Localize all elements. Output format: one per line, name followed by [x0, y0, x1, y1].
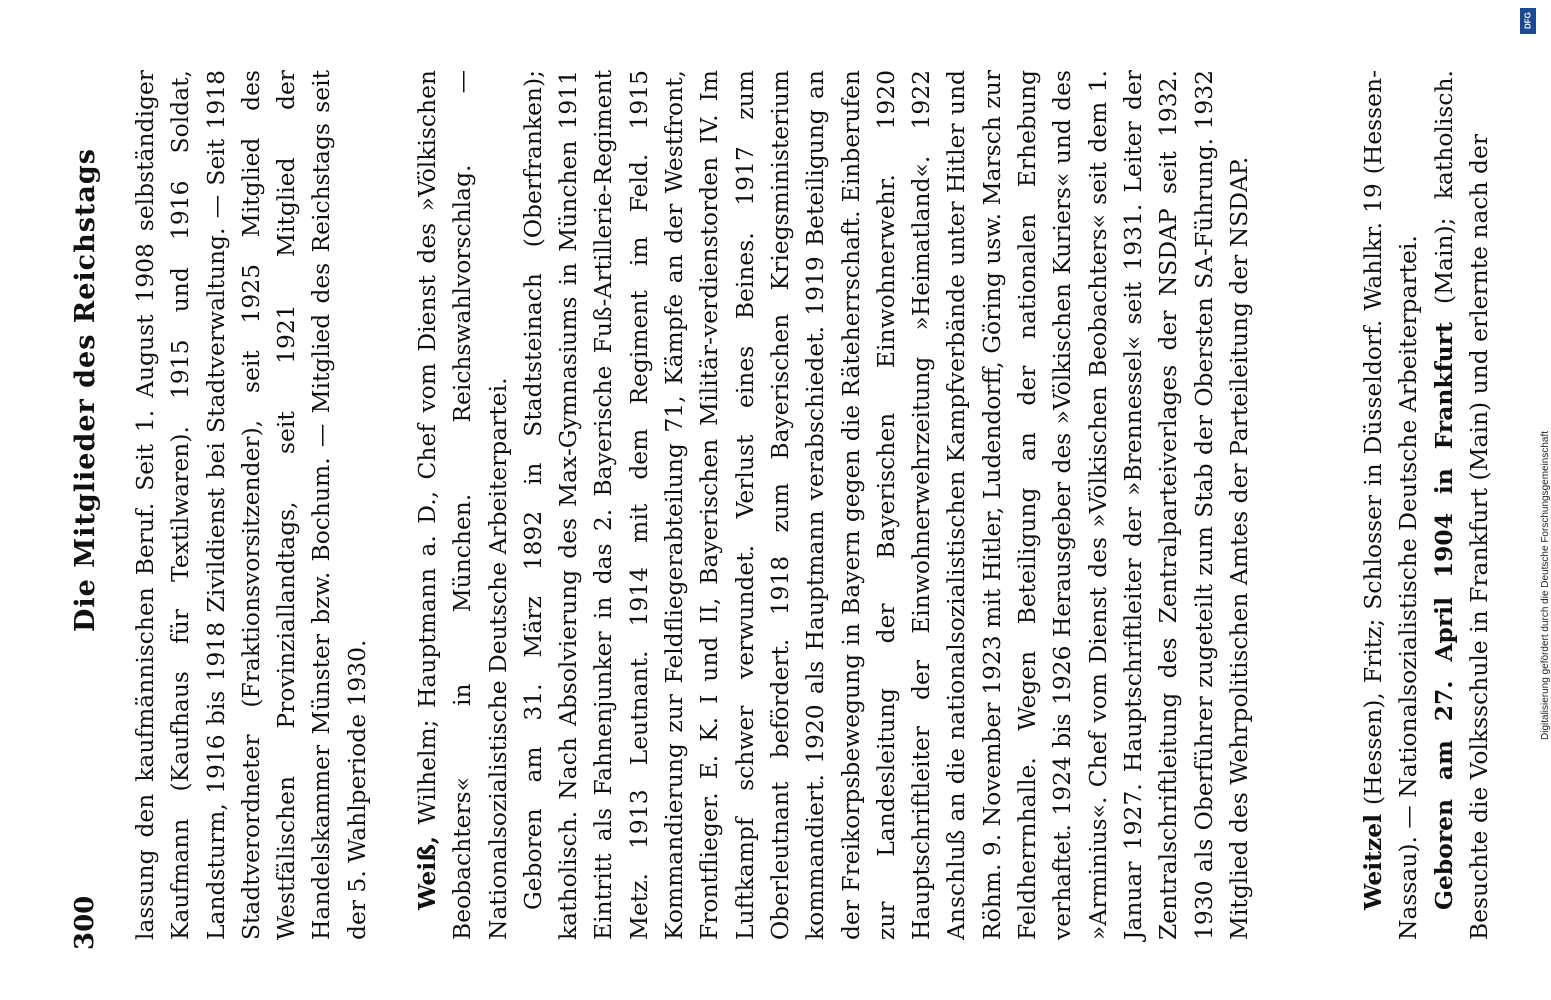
entry-heading-paragraph	[410, 70, 516, 940]
running-header	[60, 70, 120, 970]
text-block-continuation	[128, 70, 375, 940]
entry-name: Weitzel	[1359, 814, 1387, 910]
paragraph-text: lassung den kaufmännischen Beruf. Seit 1. August 1908 selbständiger Kaufmann (Kaufhaus für Textilwaren). 1915 und 1916 Soldat, Landsturm, 1916 bis 1918 Zivildienst bei Stadtverwaltung. — Seit 1918 Stadtverordneter (Fraktionsvorsitzender), seit 1925 Mitglied des Westfälischen Provinziallandtags, seit 1921 Mitglied der Handelskammer Münster bzw. Bochum. — Mitglied des Reichstags seit der 5. Wahlperiode 1930.	[131, 70, 371, 940]
paragraph-text: (Main); katholisch. Besuchte die Volksschule in Frankfurt (Main) und erlernte nach der	[1429, 70, 1493, 940]
text-block-weitzel	[1356, 70, 1497, 940]
paragraph	[128, 70, 375, 940]
entry-heading-paragraph	[1356, 70, 1427, 940]
bold-lead: Geboren am 27. April 1904 in Frankfurt	[1429, 322, 1458, 910]
digitization-note: Digitalisierung gefördert durch die Deutsche Forschungsgemeinschaft	[1540, 430, 1551, 740]
text-block-weiss	[410, 70, 1257, 940]
running-title: Die Mitglieder des Reichstags	[70, 148, 101, 632]
rotated-page	[60, 0, 1540, 1000]
entry-name: Weiß,	[413, 835, 441, 910]
paragraph-text: Geboren am 31. März 1892 in Stadtsteinach (Oberfranken); katholisch. Nach Absolvierung des Max-Gymnasiums in München 1911 Eintritt als Fahnenjunker in das 2. Bayerische Fuß-Artillerie-Regiment Metz. 1913 Leutnant. 1914 mit dem Regiment im Feld. 1915 Kommandierung zur Feldfliegerabteilung 71, Kämpfe an der Westfront, Frontflieger. E. K. I und II, Bayerischen Militär-verdienstorden IV. Im Luftkampf schwer verwundet. Verlust eines Beines. 1917 zum Oberleutnant befördert. 1918 zum Bayerischen Kriegsministerium kommandiert. 1920 als Hauptmann verabschiedet. 1919 Beteiligung an der Freikorpsbewegung in Bayern gegen die Räteherrschaft. Einberufen zur Landesleitung der Bayerischen Einwohnerwehr. 1920 Hauptschriftleiter der Einwohnerwehrzeitung »Heimatland«. 1922 Anschluß an die nationalsozialistischen Kampfverbände unter Hitler und Röhm. 9. November 1923 mit Hitler, Ludendorff, Göring usw. Marsch zur Feldherrnhalle. Wegen Beteiligung an der nationalen Erhebung verhaftet. 1924 bis 1926 Herausgeber des »Völkischen Kuriers« und des »Arminius«. Chef vom Dienst des »Völkischen Beobachters« seit dem 1. Januar 1927. Hauptschriftleiter der »Brennessel« seit 1931. Leiter der Zentralschriftleitung des Zentralparteiverlages der NSDAP seit 1932. 1930 als Oberführer zugeteilt zum Stab der Obersten SA-Führung. 1932 Mitglied des Wehrpolitischen Amtes der Parteileitung der NSDAP.	[518, 70, 1253, 940]
dfg-logo: DFG	[1520, 8, 1536, 34]
page-number: 300	[70, 895, 100, 950]
paragraph-text: (Hessen), Fritz; Schlosser in Düsseldorf. Wahlkr. 19 (Hessen-Nassau). — Nationalsozialistische Deutsche Arbeiterpartei.	[1359, 70, 1423, 940]
paragraph-text: Wilhelm; Hauptmann a. D., Chef vom Dienst des »Völkischen Beobachters« in München. Reichswahlvorschlag. — Nationalsozialistische Deutsche Arbeiterpartei.	[413, 70, 512, 940]
biography-paragraph	[1427, 70, 1498, 940]
biography-paragraph	[516, 70, 1257, 940]
